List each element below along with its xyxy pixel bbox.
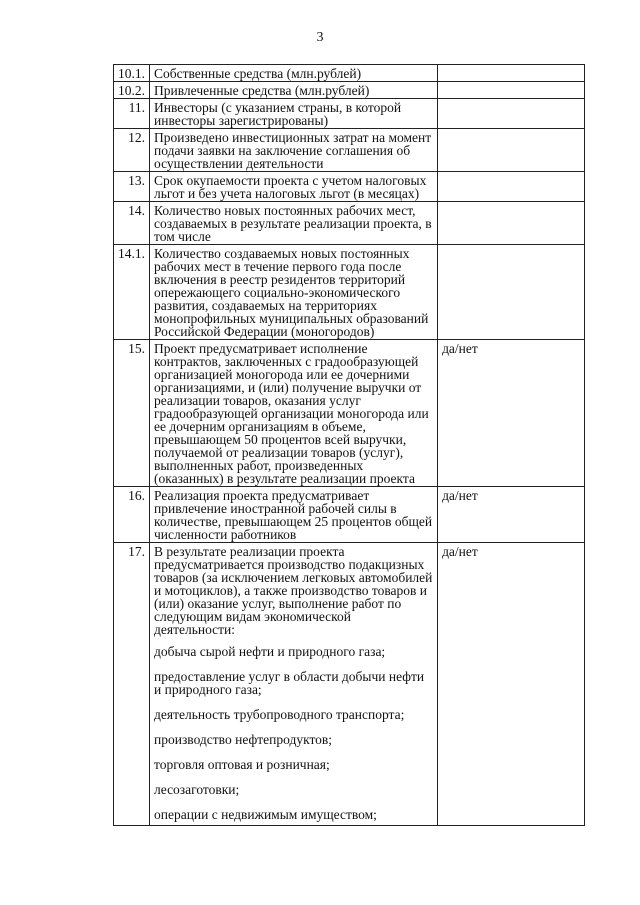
row-description: Проект предусматривает исполнение контрактов, заключенных с градообразующей организацией моногорода или ее дочерними организациями, и (или) получение выручки от реализации товаров, оказания услуг градообразующей организации моногорода или ее дочерним организациям в объеме, превышающем 50 процентов всей выручки, получаемой от реализации товаров (услуг), выполненных работ, произведенных (оказанных) в результате реализации проекта	[150, 340, 438, 487]
activity-item: операции с недвижимым имуществом;	[154, 807, 377, 822]
row-value[interactable]	[438, 82, 585, 99]
row-value[interactable]	[438, 202, 585, 245]
row-17-intro: В результате реализации проекта предусматривается производство подакцизных товаров (за исключением легковых автомобилей и мотоциклов), а также производство товаров и (или) оказание услуг, выполнение работ по следующим видам экономической деятельности:	[154, 544, 433, 637]
row-value[interactable]	[438, 245, 585, 340]
activity-item: торговля оптовая и розничная;	[154, 757, 330, 772]
row-description: Инвесторы (с указанием страны, в которой инвесторы зарегистрированы)	[150, 99, 438, 129]
row-value[interactable]: да/нет	[438, 543, 585, 826]
row-number: 10.2.	[114, 82, 150, 99]
table-row	[114, 340, 585, 487]
activity-item: предоставление услуг в области добычи нефти и природного газа;	[154, 669, 425, 697]
table-row	[114, 82, 585, 99]
row-value[interactable]	[438, 129, 585, 172]
row-description: Произведено инвестиционных затрат на момент подачи заявки на заключение соглашения об осуществлении деятельности	[150, 129, 438, 172]
row-number: 15.	[114, 340, 150, 487]
row-number: 13.	[114, 172, 150, 202]
row-description: Срок окупаемости проекта с учетом налоговых льгот и без учета налоговых льгот (в месяцах)	[150, 172, 438, 202]
row-value[interactable]	[438, 99, 585, 129]
row-description: Количество создаваемых новых постоянных рабочих мест в течение первого года после включения в реестр резидентов территорий опережающего социально-экономического развития, создаваемых на территориях монопрофильных муниципальных образований Российской Федерации (моногородов)	[150, 245, 438, 340]
row-description: Реализация проекта предусматривает привлечение иностранной рабочей силы в количестве, превышающем 25 процентов общей численности работников	[150, 487, 438, 543]
row-number: 16.	[114, 487, 150, 543]
row-description	[150, 543, 438, 826]
table-row	[114, 99, 585, 129]
row-value[interactable]	[438, 172, 585, 202]
activity-item: добыча сырой нефти и природного газа;	[154, 644, 386, 659]
row-number: 11.	[114, 99, 150, 129]
row-number: 17.	[114, 543, 150, 826]
application-form-table	[113, 64, 585, 826]
page-number: 3	[316, 30, 324, 45]
row-description: Собственные средства (млн.рублей)	[150, 65, 438, 82]
row-description: Привлеченные средства (млн.рублей)	[150, 82, 438, 99]
row-description: Количество новых постоянных рабочих мест, создаваемых в результате реализации проекта, в том числе	[150, 202, 438, 245]
row-number: 12.	[114, 129, 150, 172]
table-row	[114, 65, 585, 82]
row-number: 14.	[114, 202, 150, 245]
row-number: 10.1.	[114, 65, 150, 82]
table-row	[114, 245, 585, 340]
activity-item: производство нефтепродуктов;	[154, 732, 333, 747]
row-value[interactable]	[438, 65, 585, 82]
table-row	[114, 202, 585, 245]
row-value[interactable]: да/нет	[438, 340, 585, 487]
activity-item: деятельность трубопроводного транспорта;	[154, 707, 405, 722]
table-row	[114, 172, 585, 202]
table-row	[114, 129, 585, 172]
row-value[interactable]: да/нет	[438, 487, 585, 543]
row-number: 14.1.	[114, 245, 150, 340]
activity-item: лесозаготовки;	[154, 782, 240, 797]
table-row	[114, 543, 585, 826]
table-row	[114, 487, 585, 543]
